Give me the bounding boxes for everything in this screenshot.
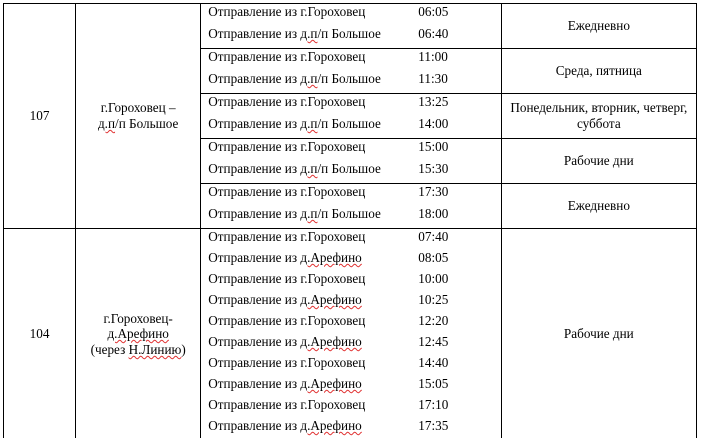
service-days-cell xyxy=(501,139,696,184)
departure-time: 17:10 xyxy=(418,397,449,412)
departure-row xyxy=(201,418,500,438)
service-days-cell xyxy=(501,94,696,139)
service-days-cell xyxy=(501,4,696,49)
service-days: Понедельник, вторник, четверг, суббота xyxy=(510,100,688,131)
departure-time: 12:45 xyxy=(418,334,449,349)
departure-row xyxy=(201,116,500,138)
departure-row xyxy=(201,26,500,48)
departure-row xyxy=(201,4,500,26)
departure-time: 18:00 xyxy=(418,206,449,221)
departure-label: Отправление из г.Гороховец xyxy=(208,355,366,370)
departures-cell xyxy=(201,184,501,229)
departure-row xyxy=(201,71,500,93)
departure-label: Отправление из г.Гороховец xyxy=(208,49,366,64)
departure-row xyxy=(201,292,500,313)
departure-time: 10:25 xyxy=(418,292,449,307)
table-row xyxy=(4,229,697,438)
departure-row xyxy=(201,376,500,397)
route-number: 104 xyxy=(29,326,50,342)
departure-label: Отправление из д.п/п Большое xyxy=(208,71,381,86)
departure-time: 15:00 xyxy=(418,139,449,154)
departures-cell xyxy=(201,139,501,184)
departure-label: Отправление из д.Арефино xyxy=(208,292,362,307)
departure-label: Отправление из г.Гороховец xyxy=(208,94,366,109)
departure-label: Отправление из г.Гороховец xyxy=(208,184,366,199)
service-days: Рабочие дни xyxy=(563,326,634,342)
route-number: 107 xyxy=(29,108,50,124)
departure-label: Отправление из д.п/п Большое xyxy=(208,116,381,131)
service-days: Рабочие дни xyxy=(563,153,634,169)
departure-row xyxy=(201,184,500,206)
route-name-line: д.Арефино xyxy=(107,326,169,342)
departure-label: Отправление из д.п/п Большое xyxy=(208,161,381,176)
route-number-cell xyxy=(4,4,76,229)
departure-time: 17:30 xyxy=(418,184,449,199)
departure-row xyxy=(201,139,500,161)
departure-row xyxy=(201,355,500,376)
departure-time: 08:05 xyxy=(418,250,449,265)
departure-label: Отправление из г.Гороховец xyxy=(208,271,366,286)
departures-cell xyxy=(201,94,501,139)
departure-label: Отправление из д.Арефино xyxy=(208,418,362,433)
departure-row xyxy=(201,313,500,334)
departure-time: 06:05 xyxy=(418,4,449,19)
departure-row xyxy=(201,206,500,228)
route-name-line: (через Н.Линию) xyxy=(90,341,186,357)
departure-row xyxy=(201,229,500,250)
departure-time: 17:35 xyxy=(418,418,449,433)
departure-row xyxy=(201,250,500,271)
departure-time: 15:30 xyxy=(418,161,449,176)
departure-time: 14:00 xyxy=(418,116,449,131)
departure-time: 11:30 xyxy=(418,71,448,86)
departure-time: 11:00 xyxy=(418,49,448,64)
departure-time: 06:40 xyxy=(418,26,449,41)
service-days-cell xyxy=(501,49,696,94)
departure-label: Отправление из г.Гороховец xyxy=(208,313,366,328)
departure-label: Отправление из д.п/п Большое xyxy=(208,26,381,41)
route-name-cell xyxy=(76,4,201,229)
departure-row xyxy=(201,161,500,183)
departure-label: Отправление из г.Гороховец xyxy=(208,4,366,19)
departures-cell xyxy=(201,229,501,438)
departure-row xyxy=(201,334,500,355)
service-days: Ежедневно xyxy=(567,198,630,214)
departure-time: 15:05 xyxy=(418,376,449,391)
departure-label: Отправление из г.Гороховец xyxy=(208,139,366,154)
route-number-cell xyxy=(4,229,76,438)
schedule-body xyxy=(4,4,697,438)
departure-time: 07:40 xyxy=(418,229,449,244)
departure-time: 10:00 xyxy=(418,271,449,286)
service-days-cell xyxy=(501,184,696,229)
departure-time: 12:20 xyxy=(418,313,449,328)
departure-label: Отправление из г.Гороховец xyxy=(208,397,366,412)
departure-row xyxy=(201,49,500,71)
departure-row xyxy=(201,94,500,116)
route-name-line: г.Гороховец- xyxy=(103,310,173,326)
service-days: Среда, пятница xyxy=(555,63,642,79)
departure-time: 14:40 xyxy=(418,355,449,370)
departure-row xyxy=(201,271,500,292)
departure-label: Отправление из д.Арефино xyxy=(208,250,362,265)
departure-label: Отправление из д.Арефино xyxy=(208,334,362,349)
table-row xyxy=(4,4,697,49)
route-name-line: г.Гороховец – xyxy=(100,100,176,116)
service-days: Ежедневно xyxy=(567,18,630,34)
departure-row xyxy=(201,397,500,418)
route-name-line: д.п/п Большое xyxy=(97,116,179,131)
route-name-cell xyxy=(76,229,201,438)
service-days-cell xyxy=(501,229,696,438)
departures-cell xyxy=(201,4,501,49)
departure-label: Отправление из д.п/п Большое xyxy=(208,206,381,221)
departure-label: Отправление из д.Арефино xyxy=(208,376,362,391)
bus-schedule-table xyxy=(3,3,697,438)
departures-cell xyxy=(201,49,501,94)
departure-time: 13:25 xyxy=(418,94,449,109)
departure-label: Отправление из г.Гороховец xyxy=(208,229,366,244)
